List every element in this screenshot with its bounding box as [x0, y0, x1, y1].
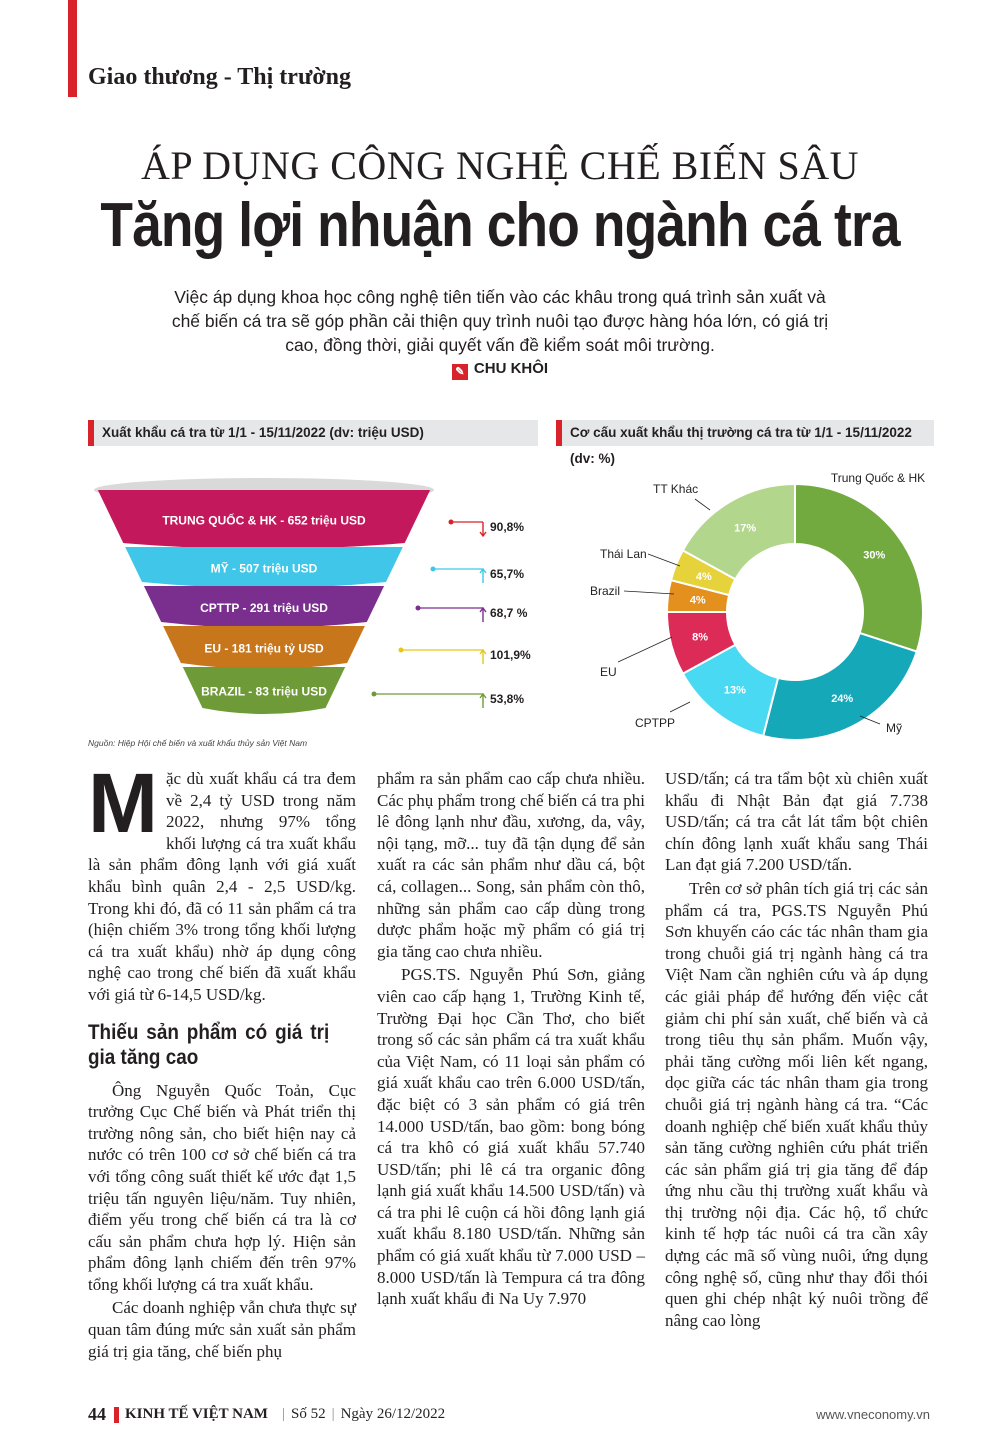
funnel-label: MỸ - 507 triệu USD: [210, 561, 318, 576]
change-label: 65,7%: [490, 567, 525, 581]
arrow-up-icon: [480, 569, 486, 583]
section-marker: [68, 0, 77, 97]
article-column-2: [377, 768, 645, 1312]
slice-name-label: Brazil: [590, 584, 621, 598]
footer-marker: [114, 1407, 119, 1423]
slice-value-label: 4%: [695, 570, 712, 583]
change-label: 90,8%: [490, 520, 525, 534]
leader-line: [648, 554, 680, 566]
change-label: 53,8%: [490, 692, 525, 706]
magazine-name: KINH TẾ VIỆT NAM: [125, 1406, 268, 1422]
page-footer: [88, 1404, 930, 1425]
drop-cap: M: [88, 756, 158, 850]
paragraph: [88, 756, 356, 1006]
slice-value-label: 17%: [734, 522, 757, 535]
separator: |: [281, 1406, 285, 1422]
article-lead: Việc áp dụng khoa học công nghệ tiên tiến vào các khâu trong quá trình sản xuất và chế biến cá tra sẽ góp phần cải thiện quy trình nuôi tạo được hàng hóa lớn, có giá trị cao, đồng thời, giải quyết vấn đề kiểm soát môi trường.: [171, 287, 829, 355]
funnel-chart-title: Xuất khẩu cá tra từ 1/1 - 15/11/2022 (dv: triệu USD): [88, 420, 538, 446]
article-headline: Tăng lợi nhuận cho ngành cá tra: [100, 191, 900, 260]
article-column-1: [88, 756, 356, 1364]
paragraph: Ông Nguyễn Quốc Toản, Cục trưởng Cục Chế biến và Phát triển thị trường nông sản, cho biết hiện nay cả nước có trên 100 cơ sở chế biến cá tra với tổng công suất thiết kế ước đạt 1,5 triệu tấn nguyên liệu/năm. Tuy nhiên, điểm yếu trong chế biến cá tra là cơ cấu sản phẩm chưa hợp lý. Hiện sản phẩm đông lạnh chiếm đến trên 97% tổng khối lượng cá tra xuất khẩu.: [88, 1080, 356, 1294]
byline: [0, 360, 1000, 380]
slice-name-label: TT Khác: [653, 482, 699, 496]
funnel-label: CPTTP - 291 triệu USD: [200, 601, 328, 615]
slice-value-label: 24%: [831, 692, 854, 705]
connector-dot: [416, 606, 421, 611]
leader-line: [624, 591, 674, 594]
connector-dot: [431, 567, 436, 572]
slice-name-label: CPTPP: [635, 716, 676, 730]
funnel-chart: [88, 462, 548, 732]
paragraph-text: ặc dù xuất khẩu cá tra đem về 2,4 tỷ USD trong năm 2022, nhưng 97% tổng khối lượng cá tra xuất khẩu là sản phẩm đông lạnh với giá xuất khẩu bình quân 2,4 - 2,5 USD/kg. Trong khi đó, đã có 11 sản phẩm cá tra (hiện chiếm 3% trong tổng khối lượng cá tra xuất khẩu) nhờ áp dụng công nghệ cao trong chế biến đã xuất khẩu với giá từ 6-14,5 USD/kg.: [88, 769, 356, 1004]
paragraph: Các doanh nghiệp vẫn chưa thực sự quan tâm đúng mức sản xuất sản phẩm giá trị gia tăng, chế biến phụ: [88, 1298, 356, 1361]
leader-line: [670, 702, 690, 712]
leader-line: [618, 637, 672, 662]
slice-value-label: 30%: [863, 549, 886, 562]
arrow-down-icon: [480, 522, 486, 536]
arrow-up-icon: [480, 694, 486, 708]
paragraph: PGS.TS. Nguyễn Phú Sơn, giảng viên cao cấp hạng 1, Trường Kinh tế, Trường Đại học Cần Thơ, cho biết trong số các sản phẩm cá tra xuất khẩu của Việt Nam, có 11 loại sản phẩm có giá xuất khẩu cao trên 6.000 USD/tấn, đặc biệt có 3 sản phẩm có giá trên 14.000 USD/tấn, bao gồm: bong bóng cá tra khô có giá xuất khẩu 57.740 USD/tấn; phi lê cá tra organic đông lạnh giá xuất khẩu 14.500 USD/tấn) và cá tra phi lê cuộn cá hồi đông lạnh giá xuất khẩu 8.180 USD/tấn. Những sản phẩm có giá xuất khẩu từ 7.000 USD – 8.000 USD/tấn là Tempura cá tra đông lạnh xuất khẩu đi Na Uy 7.970: [377, 965, 645, 1309]
slice-name-label: Thái Lan: [600, 547, 647, 561]
donut-slice: [795, 484, 923, 652]
article-kicker: ÁP DỤNG CÔNG NGHỆ CHẾ BIẾN SÂU: [141, 143, 859, 188]
paragraph: USD/tấn; cá tra tẩm bột xù chiên xuất khẩu đi Nhật Bản đạt giá 7.738 USD/tấn; cá tra cắt lát tẩm bột chiên chín đông lạnh xuất khẩu sang Thái Lan đạt giá 7.200 USD/tấn.: [665, 769, 928, 875]
connector-dot: [399, 648, 404, 653]
slice-value-label: 4%: [689, 594, 706, 607]
page-number: 44: [88, 1404, 106, 1424]
section-label: Giao thương - Thị trường: [88, 64, 351, 90]
separator: |: [331, 1406, 335, 1422]
website-link[interactable]: www.vneconomy.vn: [816, 1407, 930, 1422]
chart-source: Nguồn: Hiệp Hội chế biến và xuất khẩu thủy sản Việt Nam: [88, 738, 308, 748]
funnel-label: EU - 181 triệu tỷ USD: [204, 641, 324, 656]
donut-chart-title: Cơ cấu xuất khẩu thị trường cá tra từ 1/1 - 15/11/2022 (dv: %): [556, 420, 934, 446]
change-label: 101,9%: [490, 648, 531, 662]
connector-dot: [372, 692, 377, 697]
funnel-label: TRUNG QUỐC & HK - 652 triệu USD: [162, 513, 366, 528]
subheading: Thiếu sản phẩm có giá trị gia tăng cao: [88, 1020, 330, 1069]
leader-line: [695, 499, 710, 510]
donut-chart: [560, 462, 940, 742]
slice-name-label: Trung Quốc & HK: [830, 471, 926, 485]
slice-name-label: Mỹ: [886, 721, 902, 735]
arrow-up-icon: [480, 650, 486, 664]
paragraph: Trên cơ sở phân tích giá trị các sản phẩm cá tra, PGS.TS Nguyễn Phú Sơn khuyến cáo các tác nhân tham gia trong chuỗi giá trị ngành hàng cá tra Việt Nam cần nghiên cứu và áp dụng các giải pháp để hướng đến việc cắt giảm chi phí sản xuất, chế biến và cả trong tiêu thụ sản phẩm. Muốn vậy, phải tăng cường mối liên kết ngang, dọc giữa các tác nhân tham gia trong chuỗi giá trị ngành hàng cá tra. “Các doanh nghiệp chế biến xuất khẩu thủy sản tăng cường nghiên cứu phát triển các sản phẩm giá trị gia tăng để đáp ứng nhu cầu thị trường xuất khẩu và thị trường nội địa. Các hộ, tổ chức kinh tế hợp tác nuôi cá tra cần xây dựng các mã số vùng nuôi, ứng dụng công nghệ số, cũng như thay đổi thói quen ghi chép nhật ký nuôi trồng để nâng cao lòng: [665, 878, 928, 1330]
paragraph: phẩm ra sản phẩm cao cấp chưa nhiều. Các phụ phẩm trong chế biến cá tra phi lê đông lạnh như đầu, xương, da, vây, nội tạng, mỡ... tuy đã tận dụng để sản xuất ra các sản phẩm như dầu cá, bột cá, collagen... Song, sản phẩm còn thô, những sản phẩm cao cấp dùng trong dược phẩm hoặc mỹ phẩm có giá trị gia tăng cao chưa nhiều.: [377, 769, 645, 961]
issue-date: Ngày 26/12/2022: [340, 1406, 446, 1422]
arrow-up-icon: [480, 608, 486, 622]
change-label: 68,7 %: [490, 606, 528, 620]
funnel-label: BRAZIL - 83 triệu USD: [201, 684, 327, 699]
pen-icon: ✎: [452, 364, 468, 380]
slice-value-label: 13%: [723, 684, 746, 697]
article-column-3: [665, 768, 928, 1333]
issue-number: Số 52: [290, 1406, 326, 1422]
slice-value-label: 8%: [692, 631, 709, 644]
slice-name-label: EU: [600, 665, 617, 679]
author-name: CHU KHÔI: [473, 360, 549, 377]
connector-dot: [449, 520, 454, 525]
